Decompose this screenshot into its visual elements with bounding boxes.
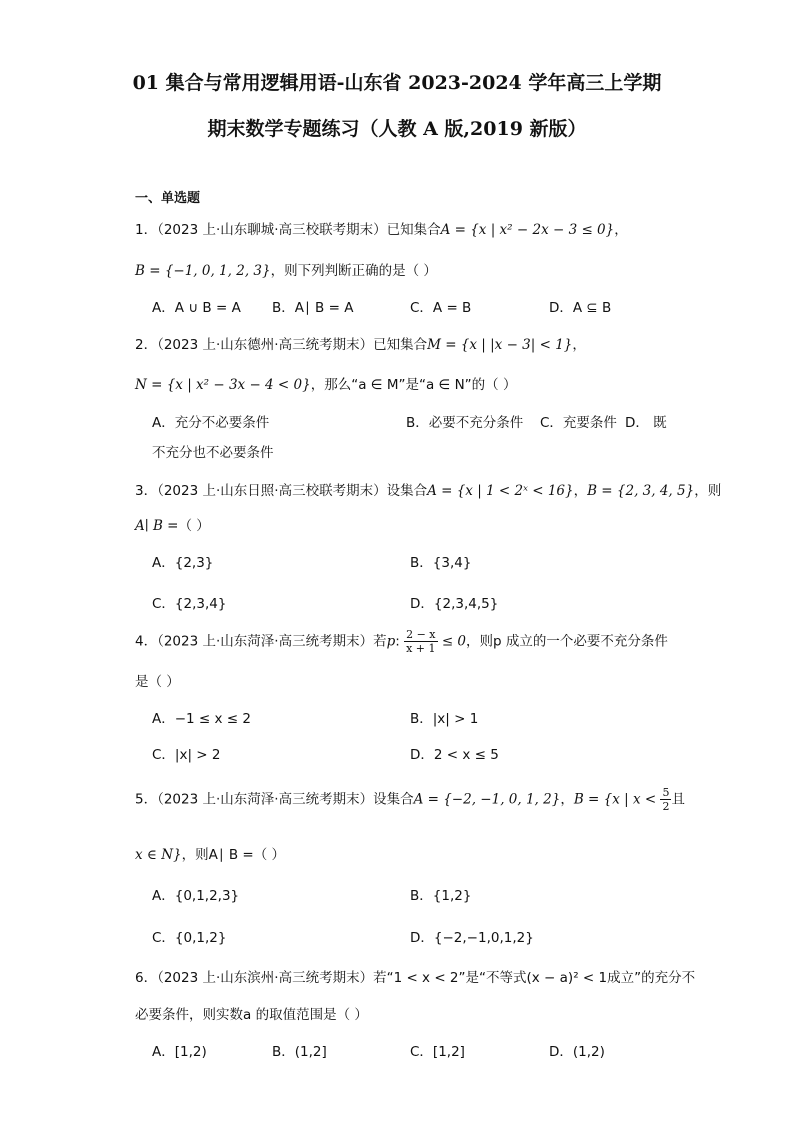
- question-3-option-d: D．{2,3,4,5}: [410, 596, 499, 612]
- fraction: $\frac{5}{2}$: [662, 786, 670, 813]
- question-4-option-a: A．−1 ≤ x ≤ 2: [152, 711, 252, 727]
- question-1-line-1: 1．（2023 上·山东聊城·高三校联考期末）已知集合A = {x | x² − 2x − 3 ≤ 0}，: [135, 222, 628, 238]
- question-1-option-b: B．A∣ B = A: [272, 300, 354, 316]
- question-2-option-d-wrap: 不充分也不必要条件: [152, 445, 274, 461]
- set-a-definition: A = {−2, −1, 0, 1, 2}: [413, 791, 561, 808]
- question-6-line-1: 6．（2023 上·山东滨州·高三统考期末）若“1 < x < 2”是“不等式(x − a)² < 1成立”的充分不: [135, 970, 696, 986]
- question-6-option-c: C．[1,2]: [410, 1044, 465, 1060]
- question-4-line-1: 4．（2023 上·山东菏泽·高三统考期末）若p: $\frac{2 - x}{x + 1}$ ≤ 0，则p 成立的一个必要不充分条件: [135, 628, 668, 655]
- set-b-definition: B = {2, 3, 4, 5}: [587, 483, 695, 499]
- question-2-option-c: C．充要条件: [540, 415, 617, 431]
- question-6-option-d: D．(1,2): [549, 1044, 605, 1060]
- set-b-definition: B = {x | x <: [573, 791, 657, 808]
- question-5-option-b: B．{1,2}: [410, 888, 472, 904]
- question-4-option-d: D．2 < x ≤ 5: [410, 747, 499, 763]
- set-a-definition: A = {x | x² − 2x − 3 ≤ 0}: [440, 222, 615, 238]
- question-2-line-2: N = {x | x² − 3x − 4 < 0}，那么“a ∈ M”是“a ∈ N”的（ ）: [135, 377, 517, 393]
- question-3-line-1: 3．（2023 上·山东日照·高三校联考期末）设集合A = {x | 1 < 2ˣ < 16}，B = {2, 3, 4, 5}，则: [135, 483, 722, 499]
- question-4-option-c: C．|x| > 2: [152, 747, 221, 763]
- question-5-option-c: C．{0,1,2}: [152, 930, 227, 946]
- question-6-option-b: B．(1,2]: [272, 1044, 327, 1060]
- question-2-option-a: A．充分不必要条件: [152, 415, 270, 431]
- question-3-option-a: A．{2,3}: [152, 555, 214, 571]
- set-a-definition: A = {x | 1 < 2ˣ < 16}: [427, 483, 574, 499]
- question-4-option-b: B．|x| > 1: [410, 711, 479, 727]
- question-2-option-b: B．必要不充分条件: [406, 415, 524, 431]
- question-4-line-2: 是（ ）: [135, 674, 180, 690]
- set-m-definition: M = {x | |x − 3| < 1}: [427, 337, 573, 353]
- question-6-line-2: 必要条件，则实数a 的取值范围是（ ）: [135, 1007, 368, 1023]
- question-1-option-c: C．A = B: [410, 300, 472, 316]
- question-3-option-c: C．{2,3,4}: [152, 596, 227, 612]
- question-1-option-d: D．A ⊆ B: [549, 300, 612, 316]
- set-n-definition: N = {x | x² − 3x − 4 < 0}: [135, 377, 311, 393]
- question-3-option-b: B．{3,4}: [410, 555, 472, 571]
- question-2-option-d: D． 既: [625, 415, 667, 431]
- question-5-option-d: D．{−2,−1,0,1,2}: [410, 930, 534, 946]
- question-1-line-2: B = {−1, 0, 1, 2, 3}，则下列判断正确的是（ ）: [135, 263, 437, 279]
- page-title-line2: 期末数学专题练习（人教 A 版,2019 新版）: [207, 118, 587, 140]
- question-5-option-a: A．{0,1,2,3}: [152, 888, 240, 904]
- question-2-line-1: 2．（2023 上·山东德州·高三统考期末）已知集合M = {x | |x − 3| < 1}，: [135, 337, 586, 353]
- section-heading: 一、单选题: [135, 191, 201, 206]
- question-1-option-a: A．A ∪ B = A: [152, 300, 241, 316]
- page-title-line1: 01 集合与常用逻辑用语-山东省 2023-2024 学年高三上学期: [132, 72, 662, 94]
- set-b-definition: B = {−1, 0, 1, 2, 3}: [135, 263, 271, 279]
- fraction: $\frac{2 - x}{x + 1}$: [406, 628, 436, 655]
- question-6-option-a: A．[1,2): [152, 1044, 207, 1060]
- question-5-line-1: 5．（2023 上·山东菏泽·高三统考期末）设集合A = {−2, −1, 0, 1, 2}，B = {x | x < $\frac{5}{2}$ 且: [135, 786, 685, 813]
- question-5-line-2: x ∈ N}，则A∣ B =（ ）: [135, 847, 286, 863]
- question-3-line-2: A∣ B =（ ）: [135, 518, 210, 534]
